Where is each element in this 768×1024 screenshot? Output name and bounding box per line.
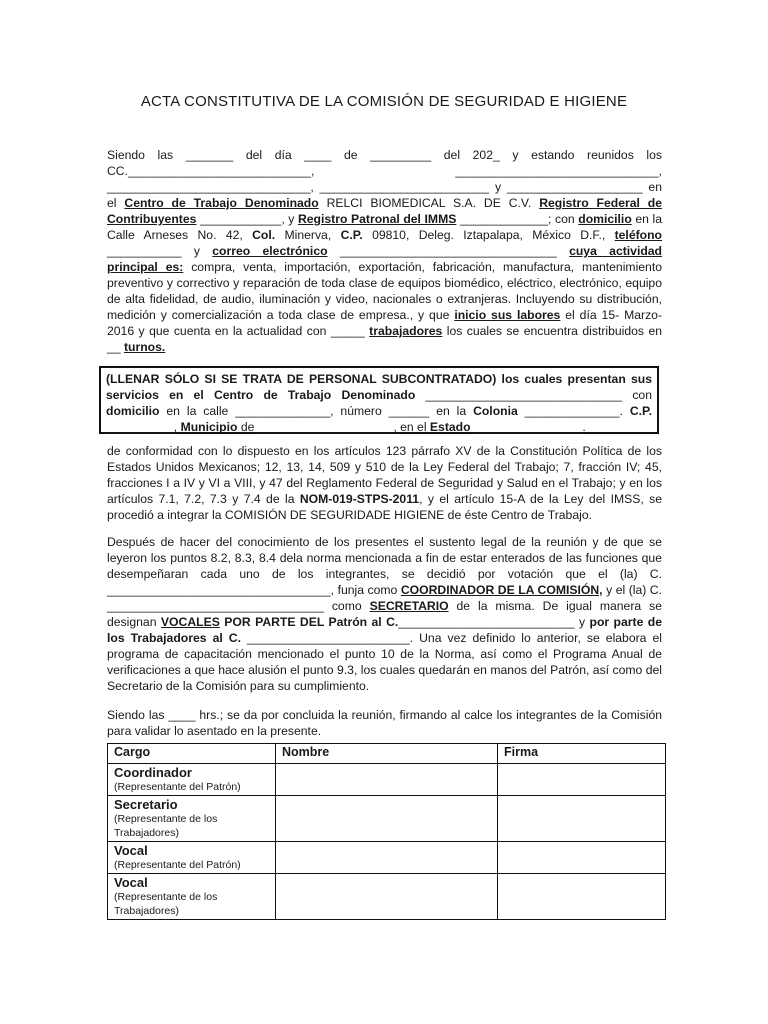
p3-t2: y el (la) C. ________________________________ como: [107, 583, 662, 613]
name-cell[interactable]: [276, 842, 498, 874]
postal-code-label: C.P.: [340, 228, 363, 242]
vocals-role: VOCALES: [160, 615, 220, 629]
address-label: domicilio: [578, 212, 632, 226]
cargo-cell: [108, 764, 276, 796]
by-workers: por parte de los Trabajadores al C.: [107, 615, 663, 645]
paragraph-designation: [107, 534, 662, 694]
cargo-rep: (Representante de los Trabajadores): [114, 891, 218, 917]
cargo-title: Secretario: [114, 797, 178, 812]
signature-cell[interactable]: [498, 796, 666, 842]
document-title: ACTA CONSTITUTIVA DE LA COMISIÓN DE SEGURIDAD E HIGIENE: [140, 93, 628, 110]
box-t2: en la calle ______________, número ______ en la: [159, 404, 474, 418]
table-header-row: [108, 744, 666, 764]
p1-l2: ______________________________, _________________________ y ____________________ en el: [107, 180, 662, 210]
box-state-label: Estado: [429, 420, 471, 434]
box-t3: ______________.: [517, 404, 630, 418]
cargo-rep: (Representante del Patrón): [114, 781, 241, 793]
signature-cell[interactable]: [498, 842, 666, 874]
p3-t6: ________________________. Una vez definido lo anterior, se elabora el programa de capacitación mencionado el punto 10 de la Norma, así como el Programa Anual de verificaciones a que hace alusión el punto 9.3, los cuales quedarán en manos del Patrón, así como del Secretario de la Comisión para su cumplimiento.: [107, 631, 662, 693]
p3-t1: Después de hacer del conocimiento de los presentes el sustento legal de la reunión y de que se leyeron los puntos 8.2, 8.3, 8.4 dela norma mencionada a fin de estar enterados de las funciones que desempeñaran cada uno de los integrantes, se decidió por votación que el (la) C. _________________________________, funja como: [107, 535, 662, 597]
secretary-role: SECRETARIO: [369, 599, 449, 613]
table-row: [108, 764, 666, 796]
col-cargo: Cargo: [108, 744, 276, 764]
closing-text: Siendo las ____ hrs.; se da por concluida la reunión, firmando al calce los integrantes de la Comisión para validar lo asentado en la presente.: [107, 708, 662, 738]
p1-t1: ____________, y: [196, 212, 298, 226]
paragraph-closing: [107, 707, 662, 739]
box-municipality-label: Municipio: [180, 420, 238, 434]
col-nombre: Nombre: [276, 744, 498, 764]
table-row: [108, 796, 666, 842]
p1-t10: los cuales se encuentra distribuidos en __: [107, 324, 663, 354]
activity-label: cuya actividad principal es:: [107, 244, 662, 274]
box-t6: ________________.: [470, 420, 586, 434]
box-t4: __________,: [106, 420, 181, 434]
col-firma: Firma: [498, 744, 666, 764]
box-t1: _____________________________ con: [415, 388, 652, 402]
nom-reference: NOM-019-STPS-2011: [299, 492, 420, 506]
p1-t9: el día 15- Marzo-2016 y que cuenta en la actualidad con _____: [107, 308, 662, 338]
cargo-cell: [108, 842, 276, 874]
start-label: inicio sus labores: [454, 308, 561, 322]
name-cell[interactable]: [276, 764, 498, 796]
cargo-title: Vocal: [114, 875, 148, 890]
table-row: [108, 874, 666, 920]
cargo-cell: [108, 796, 276, 842]
subcontracted-box: [99, 366, 659, 434]
paragraph-meeting-details: [107, 147, 662, 355]
p3-t3: de la misma. De igual manera se designan: [107, 599, 662, 629]
phone-label: teléfono: [614, 228, 662, 242]
signature-table: [107, 743, 666, 920]
p3-t5: __________________________ y: [398, 615, 590, 629]
cargo-title: Vocal: [114, 843, 148, 858]
imss-label: Registro Patronal del IMMS: [297, 212, 457, 226]
box-colony-label: Colonia: [473, 404, 518, 418]
shifts-label: turnos.: [123, 340, 166, 354]
paragraph-legal-basis: [107, 443, 662, 523]
coordinator-role: COORDINADOR DE LA COMISIÓN,: [400, 583, 603, 597]
p1-t2: _____________; con: [456, 212, 579, 226]
workers-label: trabajadores: [369, 324, 443, 338]
name-cell[interactable]: [276, 874, 498, 920]
cargo-title: Coordinador: [114, 765, 192, 780]
work-center-label: Centro de Trabajo Denominado: [124, 196, 319, 210]
email-label: correo electrónico: [212, 244, 328, 258]
cargo-cell: [108, 874, 276, 920]
by-employer: POR PARTE DEL Patrón al C.: [219, 615, 399, 629]
box-t5: de ____________________, en el: [237, 420, 430, 434]
box-cp-label: C.P.: [629, 404, 652, 418]
box-address-label: domicilio: [106, 404, 160, 418]
p1-t5: 09810, Deleg. Iztapalapa, México D.F.,: [362, 228, 615, 242]
company-name: RELCI BIOMEDICAL S.A. DE C.V.: [318, 196, 532, 210]
cargo-rep: (Representante del Patrón): [114, 859, 241, 871]
p1-t8: compra, venta, importación, exportación, fabricación, manufactura, mantenimiento preventivo y correctivo y reparación de toda clase de equipos biomédico, eléctrico, electrónico, equipo de alta fidelidad, de audio, iluminación y video, nacionales o extranjeras. Incluyendo su distribución, medición y comercialización a toda clase de empresa., y que: [107, 260, 662, 322]
signature-cell[interactable]: [498, 874, 666, 920]
p2-t2: , y el artículo 15-A de la Ley del IMSS, se procedió a integrar la COMISIÓN DE SEGURIDADE HIGIENE de éste Centro de Trabajo.: [107, 492, 663, 522]
p1-t3: en la Calle Arneses No. 42,: [107, 212, 662, 242]
colony-label: Col.: [252, 228, 276, 242]
name-cell[interactable]: [276, 796, 498, 842]
rfc-label: Registro Federal de Contribuyentes: [107, 196, 662, 226]
table-row: [108, 842, 666, 874]
p1-t7: ________________________________: [327, 244, 570, 258]
signature-cell[interactable]: [498, 764, 666, 796]
p2-t1: de conformidad con lo dispuesto en los artículos 123 párrafo XV de la Constitución Política de los Estados Unidos Mexicanos; 12, 13, 14, 509 y 510 de la Ley Federal del Trabajo; 7, fracción IV; 45, fracciones I a IV y VI a VIII, y 47 del Reglamento Federal de Seguridad y Salud en el Trabajo; y en los artículos 7.1, 7.2, 7.3 y 7.4 de la: [107, 444, 662, 506]
p1-t6: ___________ y: [107, 244, 213, 258]
p1-l1b: ______________________________,: [455, 164, 662, 178]
cargo-rep: (Representante de los Trabajadores): [114, 813, 218, 839]
p1-t4: Minerva,: [275, 228, 341, 242]
p1-l1: Siendo las _______ del día ____ de _________ del 202_ y estando reunidos los CC.___________________________,: [107, 148, 662, 178]
subcontracted-heading: (LLENAR SÓLO SI SE TRATA DE PERSONAL SUBCONTRATADO) los cuales presentan sus servicios en el Centro de Trabajo Denominado: [106, 372, 652, 402]
